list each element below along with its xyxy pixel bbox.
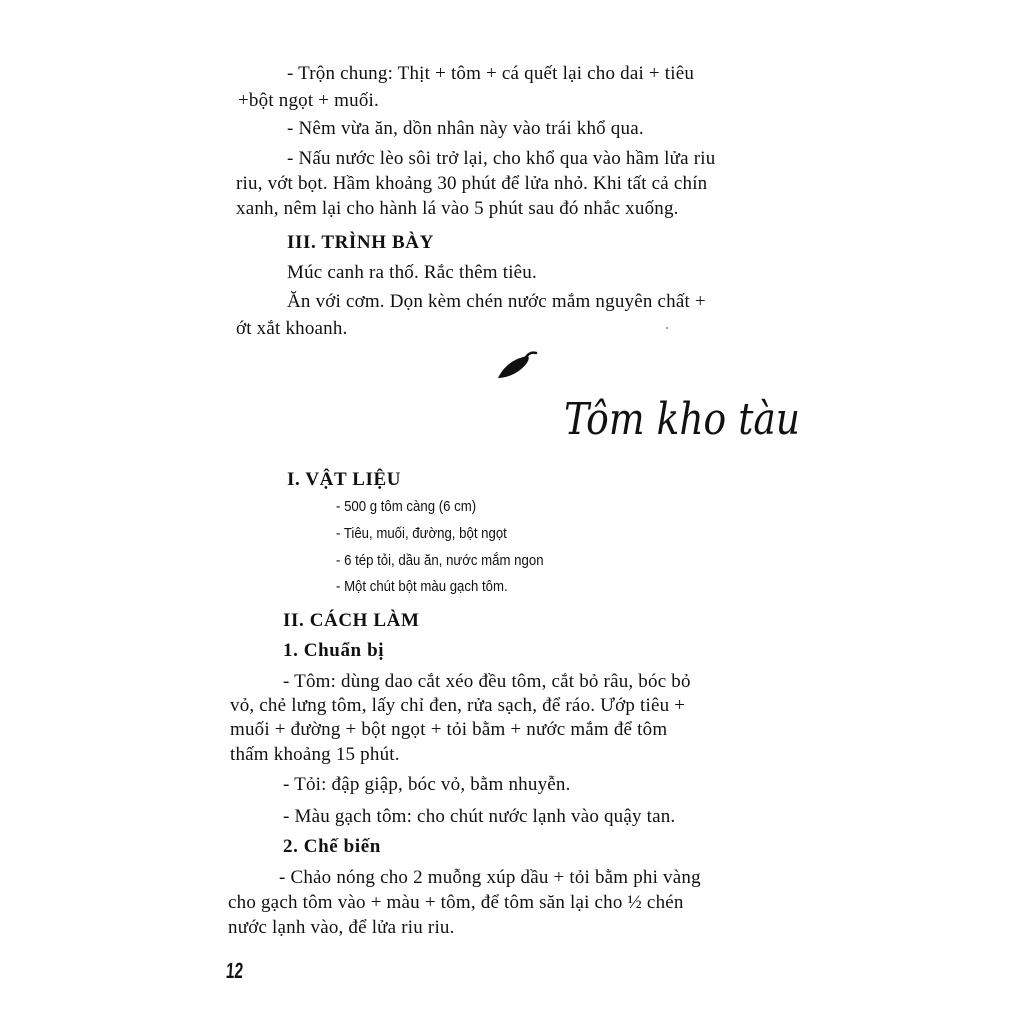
subheading-preparation: 1. Chuẩn bị	[283, 640, 385, 661]
text-line: muối + đường + bột ngọt + tỏi bằm + nước mắm để tôm	[230, 719, 668, 740]
text-line: Ăn với cơm. Dọn kèm chén nước mắm nguyên chất +	[287, 291, 706, 312]
speck	[666, 327, 668, 329]
text-line: - Tôm: dùng dao cắt xéo đều tôm, cắt bỏ râu, bóc bỏ	[283, 671, 691, 692]
text-line: - Tỏi: đập giập, bóc vỏ, bằm nhuyễn.	[283, 774, 571, 795]
chili-leaf-icon	[494, 348, 538, 382]
text-line: Múc canh ra thố. Rắc thêm tiêu.	[287, 262, 537, 283]
svg-text:Tôm kho tàu: Tôm kho tàu	[564, 394, 800, 445]
text-line: riu, vớt bọt. Hầm khoảng 30 phút để lửa nhỏ. Khi tất cả chín	[236, 173, 708, 194]
subheading-cooking: 2. Chế biến	[283, 836, 381, 857]
text-line: - Nấu nước lèo sôi trở lại, cho khổ qua vào hầm lửa riu	[287, 148, 716, 169]
ingredient-item: - Một chút bột màu gạch tôm.	[336, 578, 508, 595]
ingredient-item: - 500 g tôm càng (6 cm)	[336, 498, 477, 515]
ingredient-item: - 6 tép tỏi, dầu ăn, nước mắm ngon	[336, 552, 544, 569]
recipe-title-handwritten	[560, 388, 810, 460]
text-line: vỏ, chẻ lưng tôm, lấy chỉ đen, rửa sạch, để ráo. Ướp tiêu +	[230, 695, 686, 716]
section-heading-method: II. CÁCH LÀM	[283, 610, 420, 631]
text-line: cho gạch tôm vào + màu + tôm, để tôm săn lại cho ½ chén	[228, 892, 684, 913]
text-line: - Trộn chung: Thịt + tôm + cá quết lại cho dai + tiêu	[287, 63, 695, 84]
text-line: - Màu gạch tôm: cho chút nước lạnh vào quậy tan.	[283, 806, 676, 827]
text-line: thấm khoảng 15 phút.	[230, 744, 400, 765]
section-heading-presentation: III. TRÌNH BÀY	[287, 232, 434, 253]
section-heading-ingredients: I. VẬT LIỆU	[287, 469, 402, 490]
text-line: nước lạnh vào, để lửa riu riu.	[228, 917, 455, 938]
text-line: - Chảo nóng cho 2 muỗng xúp dầu + tỏi bằm phi vàng	[279, 867, 701, 888]
text-line: ớt xắt khoanh.	[236, 318, 348, 339]
text-line: xanh, nêm lại cho hành lá vào 5 phút sau đó nhắc xuống.	[236, 198, 679, 219]
page-number: 12	[225, 958, 245, 983]
text-line: +bột ngọt + muối.	[238, 90, 379, 111]
ingredient-item: - Tiêu, muối, đường, bột ngọt	[336, 525, 507, 542]
text-line: - Nêm vừa ăn, dồn nhân này vào trái khổ qua.	[287, 118, 644, 139]
